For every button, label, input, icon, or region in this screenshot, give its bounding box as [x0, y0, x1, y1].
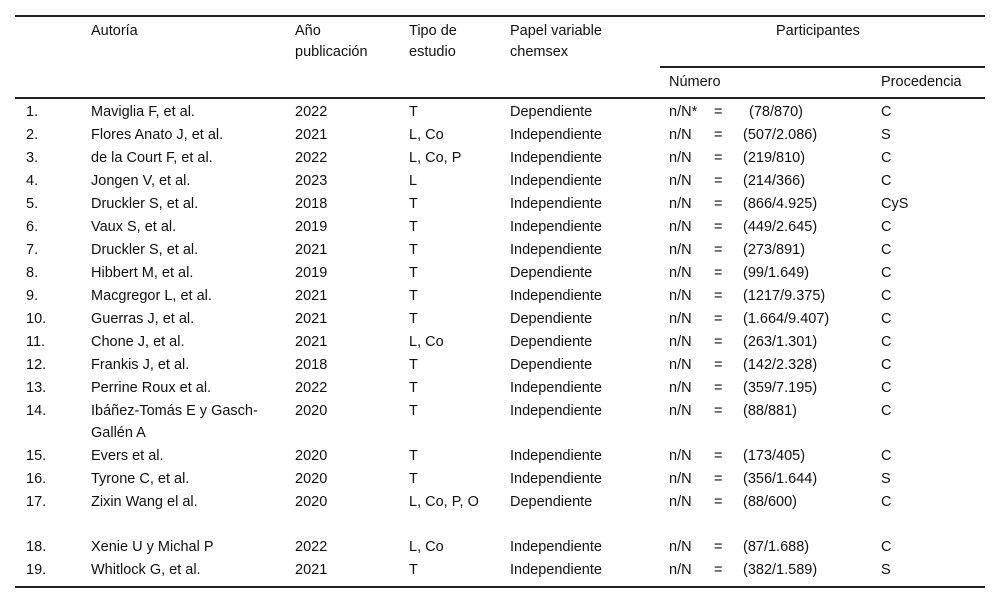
cell-proc: C — [881, 173, 892, 189]
cell-tipo: T — [409, 380, 418, 396]
cell-eq: = — [714, 471, 723, 487]
cell-proc: C — [881, 448, 892, 464]
cell-num: 13. — [26, 380, 47, 396]
cell-eq: = — [714, 494, 723, 510]
cell-papel: Independiente — [510, 288, 602, 304]
cell-tipo: T — [409, 471, 418, 487]
cell-papel: Dependiente — [510, 357, 593, 373]
cell-num: 5. — [26, 196, 39, 212]
cell-proc: C — [881, 494, 892, 510]
cell-papel: Independiente — [510, 127, 602, 143]
cell-autoria: Druckler S, et al. — [91, 196, 199, 212]
cell-eq: = — [714, 334, 723, 350]
cell-val: (449/2.645) — [743, 219, 818, 235]
cell-autoria: Maviglia F, et al. — [91, 104, 195, 120]
cell-proc: C — [881, 150, 892, 166]
cell-num: 11. — [26, 334, 46, 350]
cell-eq: = — [714, 403, 723, 419]
header-procedencia: Procedencia — [881, 74, 962, 90]
cell-nn: n/N — [669, 471, 692, 487]
cell-num: 12. — [26, 357, 47, 373]
cell-eq: = — [714, 104, 723, 120]
cell-nn: n/N — [669, 311, 692, 327]
cell-eq: = — [714, 311, 723, 327]
cell-papel: Independiente — [510, 219, 602, 235]
cell-papel: Independiente — [510, 150, 602, 166]
cell-tipo: T — [409, 104, 418, 120]
cell-eq: = — [714, 196, 723, 212]
cell-val: (173/405) — [743, 448, 806, 464]
cell-num: 7. — [26, 242, 39, 258]
table-row — [0, 354, 1000, 377]
cell-tipo: T — [409, 403, 418, 419]
cell-nn: n/N* — [669, 104, 698, 120]
cell-proc: C — [881, 219, 892, 235]
cell-proc: S — [881, 562, 891, 578]
cell-val: (88/600) — [743, 494, 798, 510]
cell-tipo: L, Co, P — [409, 150, 462, 166]
cell-proc: CyS — [881, 196, 909, 212]
cell-val: (866/4.925) — [743, 196, 818, 212]
cell-papel: Dependiente — [510, 494, 593, 510]
table-row — [0, 468, 1000, 491]
cell-tipo: T — [409, 219, 418, 235]
cell-num: 8. — [26, 265, 39, 281]
cell-val: (382/1.589) — [743, 562, 818, 578]
cell-num: 4. — [26, 173, 39, 189]
cell-autoria: Frankis J, et al. — [91, 357, 190, 373]
table-row — [0, 216, 1000, 239]
cell-tipo: L, Co — [409, 127, 444, 143]
cell-val: (88/881) — [743, 403, 798, 419]
cell-nn: n/N — [669, 127, 692, 143]
cell-proc: C — [881, 288, 892, 304]
cell-anio: 2022 — [295, 150, 328, 166]
cell-num: 14. — [26, 403, 47, 419]
header-participantes: Participantes — [776, 23, 860, 39]
cell-proc: C — [881, 357, 892, 373]
cell-autoria: Druckler S, et al. — [91, 242, 199, 258]
cell-anio: 2022 — [295, 539, 328, 555]
header-tipo-line1: Tipo de — [409, 23, 457, 39]
cell-nn: n/N — [669, 219, 692, 235]
cell-eq: = — [714, 127, 723, 143]
cell-anio: 2021 — [295, 562, 328, 578]
cell-tipo: T — [409, 196, 418, 212]
cell-autoria: Vaux S, et al. — [91, 219, 177, 235]
cell-tipo: T — [409, 357, 418, 373]
cell-num: 6. — [26, 219, 39, 235]
cell-val: (273/891) — [743, 242, 806, 258]
cell-tipo: T — [409, 562, 418, 578]
cell-papel: Independiente — [510, 448, 602, 464]
table-row — [0, 170, 1000, 193]
cell-nn: n/N — [669, 403, 692, 419]
cell-nn: n/N — [669, 334, 692, 350]
cell-val: (356/1.644) — [743, 471, 818, 487]
header-tipo-line2: estudio — [409, 44, 456, 60]
cell-proc: C — [881, 265, 892, 281]
cell-eq: = — [714, 173, 723, 189]
cell-autoria: Hibbert M, et al. — [91, 265, 194, 281]
cell-eq: = — [714, 357, 723, 373]
table-row — [0, 147, 1000, 170]
cell-tipo: T — [409, 242, 418, 258]
cell-proc: C — [881, 380, 892, 396]
cell-num: 9. — [26, 288, 39, 304]
cell-autoria: Macgregor L, et al. — [91, 288, 212, 304]
header-bottom-rule — [15, 97, 985, 99]
table-row — [0, 124, 1000, 147]
cell-anio: 2018 — [295, 196, 328, 212]
cell-autoria: de la Court F, et al. — [91, 150, 213, 166]
cell-autoria: Whitlock G, et al. — [91, 562, 201, 578]
cell-autoria: Xenie U y Michal P — [91, 539, 214, 555]
cell-tipo: T — [409, 288, 418, 304]
header-autoria: Autoría — [91, 23, 138, 39]
table-row — [0, 559, 1000, 582]
table-row — [0, 308, 1000, 331]
bottom-rule — [15, 586, 985, 588]
cell-nn: n/N — [669, 173, 692, 189]
cell-tipo: L, Co — [409, 334, 444, 350]
cell-anio: 2018 — [295, 357, 328, 373]
cell-num: 16. — [26, 471, 47, 487]
cell-tipo: L — [409, 173, 418, 189]
cell-eq: = — [714, 150, 723, 166]
cell-papel: Independiente — [510, 242, 602, 258]
cell-num: 3. — [26, 150, 39, 166]
header-papel-line2: chemsex — [510, 44, 569, 60]
cell-nn: n/N — [669, 494, 692, 510]
cell-anio: 2021 — [295, 288, 328, 304]
cell-proc: C — [881, 539, 892, 555]
cell-val: (214/366) — [743, 173, 806, 189]
cell-nn: n/N — [669, 265, 692, 281]
cell-eq: = — [714, 539, 723, 555]
cell-papel: Dependiente — [510, 265, 593, 281]
cell-eq: = — [714, 380, 723, 396]
cell-num: 1. — [26, 104, 39, 120]
cell-tipo: L, Co — [409, 539, 444, 555]
cell-num: 10. — [26, 311, 47, 327]
cell-val: (359/7.195) — [743, 380, 818, 396]
cell-nn: n/N — [669, 539, 692, 555]
cell-autoria: Guerras J, et al. — [91, 311, 195, 327]
cell-papel: Dependiente — [510, 104, 593, 120]
cell-anio: 2020 — [295, 494, 328, 510]
cell-nn: n/N — [669, 288, 692, 304]
cell-anio: 2021 — [295, 242, 328, 258]
cell-val: (78/870) — [749, 104, 804, 120]
cell-eq: = — [714, 265, 723, 281]
cell-papel: Independiente — [510, 173, 602, 189]
cell-tipo: T — [409, 265, 418, 281]
cell-proc: C — [881, 104, 892, 120]
cell-num: 15. — [26, 448, 47, 464]
table-row — [0, 377, 1000, 400]
cell-val: (263/1.301) — [743, 334, 818, 350]
cell-val: (219/810) — [743, 150, 806, 166]
cell-autoria: Flores Anato J, et al. — [91, 127, 224, 143]
cell-proc: C — [881, 334, 892, 350]
table-row — [0, 331, 1000, 354]
cell-nn: n/N — [669, 357, 692, 373]
participantes-rule — [660, 66, 985, 68]
cell-autoria: Zixin Wang el al. — [91, 494, 198, 510]
cell-eq: = — [714, 288, 723, 304]
cell-nn: n/N — [669, 448, 692, 464]
top-rule — [15, 15, 985, 17]
header-anio-line1: Año — [295, 23, 321, 39]
cell-anio: 2023 — [295, 173, 328, 189]
cell-nn: n/N — [669, 380, 692, 396]
cell-anio: 2020 — [295, 448, 328, 464]
cell-papel: Dependiente — [510, 334, 593, 350]
cell-proc: C — [881, 403, 892, 419]
table-row — [0, 262, 1000, 285]
cell-nn: n/N — [669, 562, 692, 578]
cell-eq: = — [714, 562, 723, 578]
header-anio-line2: publicación — [295, 44, 368, 60]
cell-nn: n/N — [669, 150, 692, 166]
cell-eq: = — [714, 219, 723, 235]
cell-proc: S — [881, 471, 891, 487]
cell-val: (507/2.086) — [743, 127, 818, 143]
cell-val: (99/1.649) — [743, 265, 810, 281]
table-row — [0, 536, 1000, 559]
cell-num: 19. — [26, 562, 47, 578]
cell-num: 18. — [26, 539, 47, 555]
cell-papel: Independiente — [510, 471, 602, 487]
table-row — [0, 101, 1000, 124]
cell-autoria: Perrine Roux et al. — [91, 380, 212, 396]
cell-papel: Independiente — [510, 539, 602, 555]
cell-autoria: Evers et al. — [91, 448, 164, 464]
cell-val: (1.664/9.407) — [743, 311, 830, 327]
cell-papel: Independiente — [510, 380, 602, 396]
cell-anio: 2022 — [295, 104, 328, 120]
cell-val: (142/2.328) — [743, 357, 818, 373]
cell-anio: 2021 — [295, 127, 328, 143]
cell-nn: n/N — [669, 196, 692, 212]
cell-anio: 2019 — [295, 219, 328, 235]
cell-anio: 2019 — [295, 265, 328, 281]
cell-papel: Independiente — [510, 403, 602, 419]
table-row — [0, 445, 1000, 468]
header-papel-line1: Papel variable — [510, 23, 602, 39]
cell-eq: = — [714, 242, 723, 258]
cell-anio: 2021 — [295, 311, 328, 327]
cell-nn: n/N — [669, 242, 692, 258]
cell-eq: = — [714, 448, 723, 464]
cell-papel: Independiente — [510, 196, 602, 212]
table-row — [0, 193, 1000, 216]
cell-autoria: Jongen V, et al. — [91, 173, 191, 189]
table-row — [0, 400, 1000, 445]
cell-proc: C — [881, 242, 892, 258]
cell-tipo: T — [409, 448, 418, 464]
table-row — [0, 239, 1000, 262]
cell-proc: S — [881, 127, 891, 143]
cell-num: 2. — [26, 127, 39, 143]
cell-anio: 2022 — [295, 380, 328, 396]
cell-papel: Dependiente — [510, 311, 593, 327]
cell-num: 17. — [26, 494, 47, 510]
cell-anio: 2020 — [295, 471, 328, 487]
cell-papel: Independiente — [510, 562, 602, 578]
cell-proc: C — [881, 311, 892, 327]
table-row — [0, 491, 1000, 536]
cell-tipo: T — [409, 311, 418, 327]
cell-val: (1217/9.375) — [743, 288, 826, 304]
cell-autoria: Chone J, et al. — [91, 334, 185, 350]
cell-autoria: Ibáñez-Tomás E y Gasch-Gallén A — [91, 403, 258, 441]
cell-autoria: Tyrone C, et al. — [91, 471, 190, 487]
cell-anio: 2020 — [295, 403, 328, 419]
header-numero: Número — [669, 74, 721, 90]
cell-val: (87/1.688) — [743, 539, 810, 555]
table-row — [0, 285, 1000, 308]
cell-anio: 2021 — [295, 334, 328, 350]
cell-tipo: L, Co, P, O — [409, 494, 479, 510]
